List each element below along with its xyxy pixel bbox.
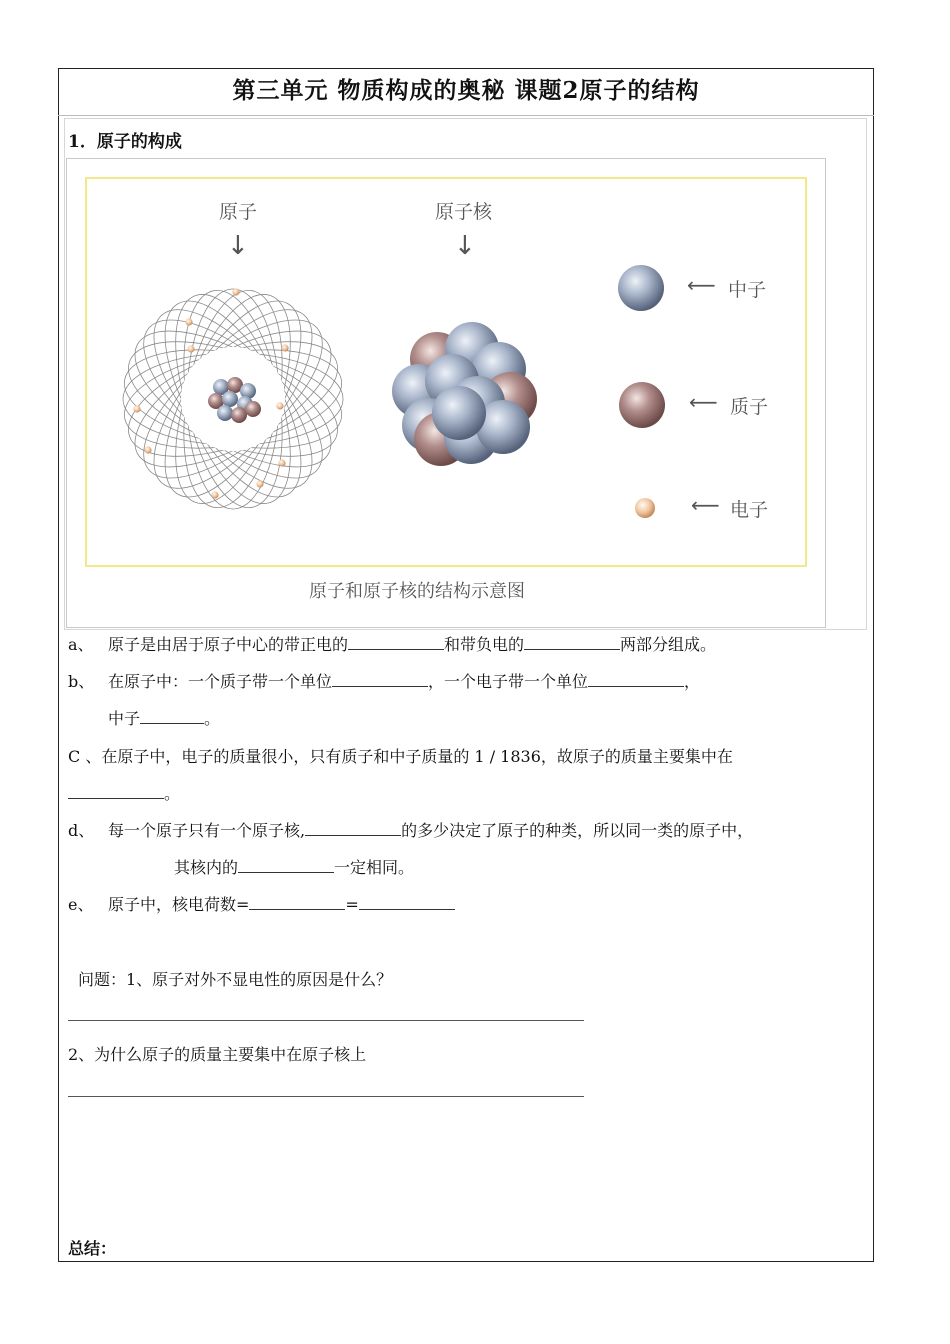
item-b <box>68 669 700 692</box>
label-neutron: 中子 <box>728 279 767 301</box>
orbit-electron <box>133 405 140 412</box>
blank-b3[interactable] <box>140 709 204 724</box>
item-e-text2: = <box>345 895 359 914</box>
atom-structure-figure <box>66 158 826 628</box>
nucleus-enlarged <box>392 322 537 466</box>
arrow-left-neutron: ⟵ <box>687 273 716 297</box>
blank-d1[interactable] <box>305 821 401 836</box>
item-d-text4: 一定相同。 <box>334 858 415 877</box>
item-e <box>68 892 455 915</box>
item-c-cont <box>68 781 180 804</box>
question-2: 2、为什么原子的质量主要集中在原子核上 <box>68 1045 367 1064</box>
item-d <box>68 818 753 841</box>
item-e-text1: 原子中，核电荷数= <box>108 895 250 914</box>
blank-b1[interactable] <box>332 672 428 687</box>
arrow-down-nucleus: ↓ <box>454 231 476 261</box>
item-b-text2: ，一个电子带一个单位 <box>428 672 589 691</box>
blank-a2[interactable] <box>524 635 620 650</box>
item-a-mark: a、 <box>68 635 94 654</box>
page-title: 第三单元 物质构成的奥秘 课题2原子的结构 <box>232 77 700 104</box>
label-nucleus: 原子核 <box>435 201 493 223</box>
orbit-electron <box>278 459 285 466</box>
item-b-mark: b、 <box>68 672 95 691</box>
item-b-cont <box>108 706 220 729</box>
nucleus-neutron <box>217 405 233 421</box>
item-d-cont <box>174 855 414 878</box>
section-heading: 1．原子的构成 <box>68 132 182 152</box>
item-b-text3: ， <box>684 672 701 691</box>
orbit-electron <box>276 402 283 409</box>
nucleus-neutron <box>432 386 486 440</box>
item-b-text4: 中子 <box>108 709 141 728</box>
answer-line-1[interactable] <box>68 1020 584 1021</box>
arrow-left-proton: ⟵ <box>689 390 718 414</box>
item-d-mark: d、 <box>68 821 95 840</box>
item-a <box>68 632 716 655</box>
blank-b2[interactable] <box>588 672 684 687</box>
blank-d2[interactable] <box>238 858 334 873</box>
orbit-electron <box>232 288 239 295</box>
nucleus-proton <box>231 407 247 423</box>
orbit-electron <box>211 491 218 498</box>
orbit-electron <box>256 480 263 487</box>
orbit-electron <box>187 345 194 352</box>
item-d-text1: 每一个原子只有一个原子核, <box>108 821 306 840</box>
question-1: 问题：1、原子对外不显电性的原因是什么？ <box>78 970 393 989</box>
figure-caption: 原子和原子核的结构示意图 <box>309 581 525 602</box>
arrow-left-electron: ⟵ <box>691 493 720 517</box>
item-a-text2: 和带负电的 <box>444 635 525 654</box>
item-c-text1: 在原子中，电子的质量很小，只有质子和中子质量的 1 / 1836，故原子的质量主要集中在 <box>101 747 733 766</box>
item-d-text2: 的多少决定了原子的种类，所以同一类的原子中， <box>401 821 754 840</box>
arrow-down-atom: ↓ <box>227 231 249 261</box>
item-b-text5: 。 <box>204 709 221 728</box>
orbit-electron <box>144 446 151 453</box>
neutron-sphere <box>618 265 664 311</box>
item-c-text2: 。 <box>164 784 181 803</box>
item-a-text3: 两部分组成。 <box>620 635 717 654</box>
item-b-text1: 在原子中：一个质子带一个单位 <box>108 672 333 691</box>
blank-a1[interactable] <box>348 635 444 650</box>
electron-sphere <box>635 498 655 518</box>
blank-e1[interactable] <box>249 895 345 910</box>
orbit-electron <box>185 318 192 325</box>
label-electron: 电子 <box>730 499 769 521</box>
item-a-text1: 原子是由居于原子中心的带正电的 <box>108 635 349 654</box>
item-c-mark: C 、 <box>68 747 102 766</box>
label-proton: 质子 <box>730 396 769 418</box>
nucleus-neutron <box>222 391 238 407</box>
title-divider <box>58 115 874 116</box>
answer-line-2[interactable] <box>68 1096 584 1097</box>
nucleus-proton <box>245 401 261 417</box>
blank-c1[interactable] <box>68 784 164 799</box>
item-d-text3: 其核内的 <box>174 858 239 877</box>
label-atom: 原子 <box>219 201 258 223</box>
summary-label: 总结： <box>68 1239 117 1258</box>
item-e-mark: e、 <box>68 895 94 914</box>
proton-sphere <box>619 382 665 428</box>
orbit-electron <box>281 344 288 351</box>
item-c <box>68 744 733 767</box>
blank-e2[interactable] <box>359 895 455 910</box>
